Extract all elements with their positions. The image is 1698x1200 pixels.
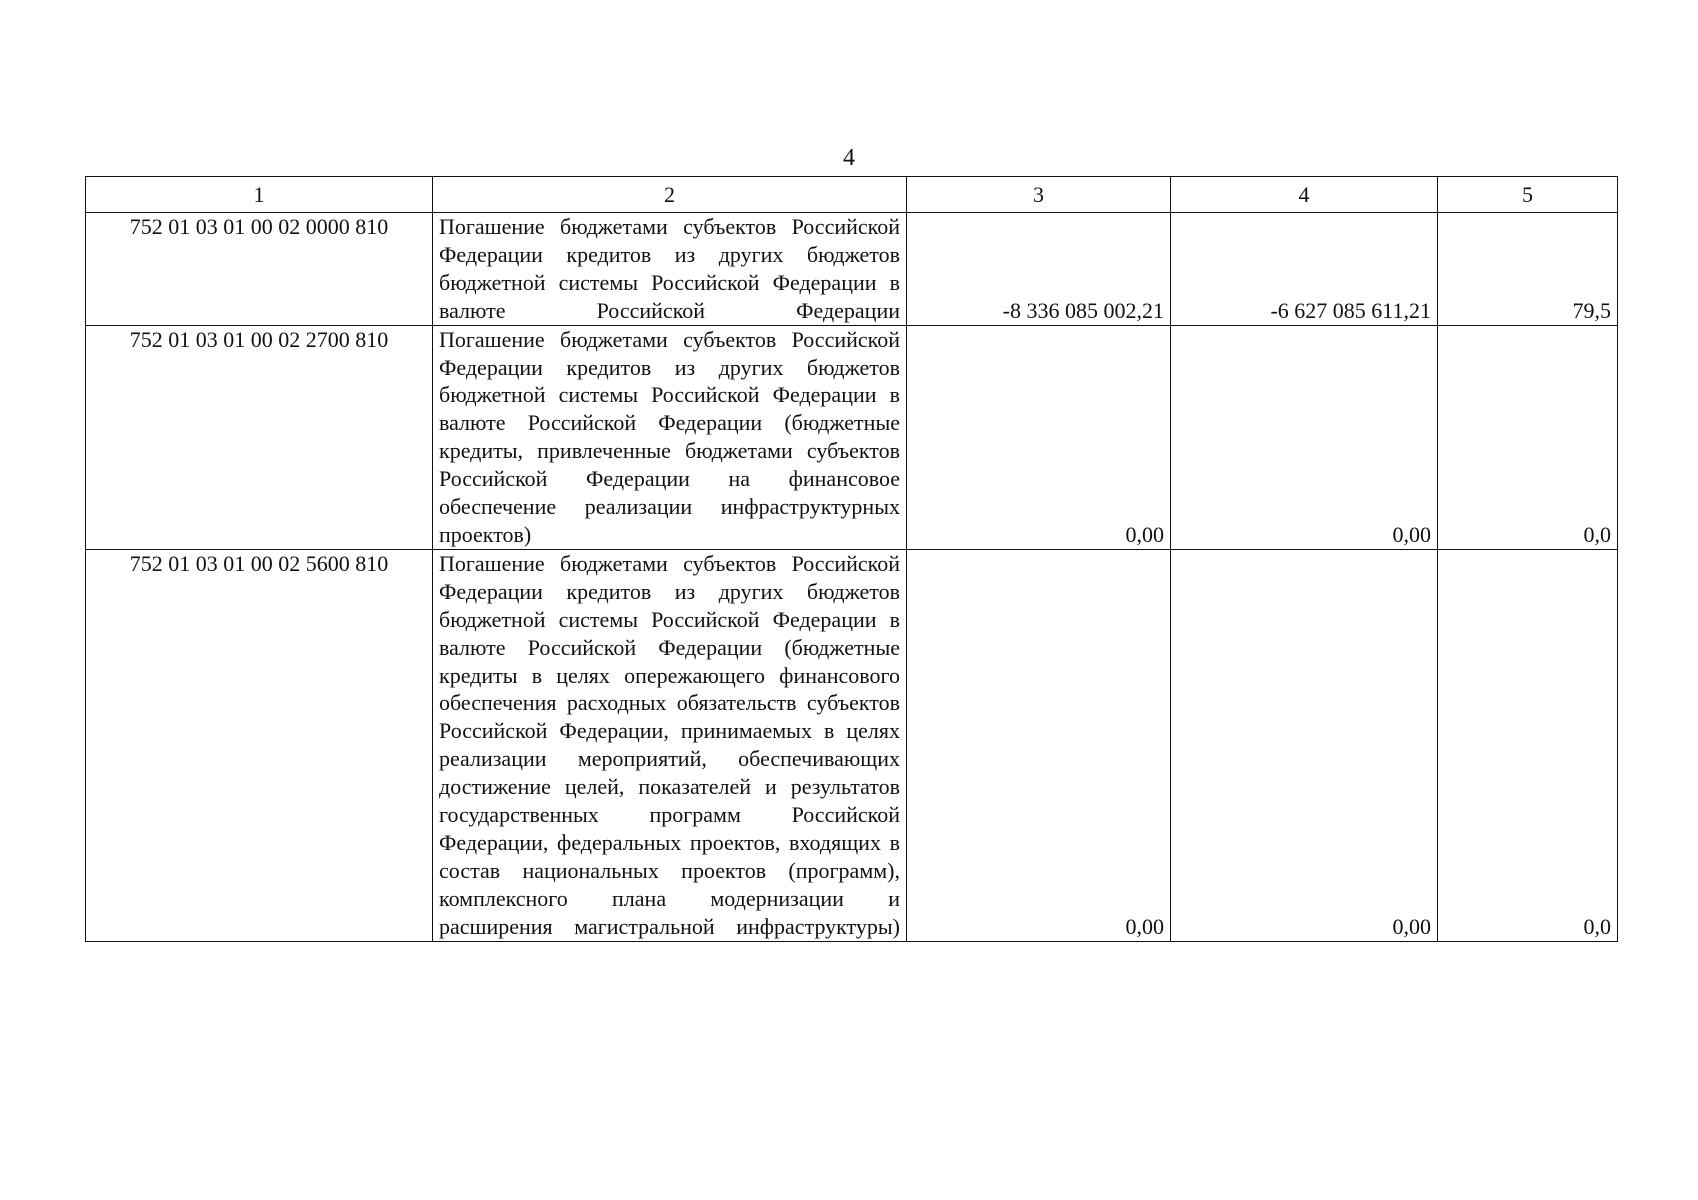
page-number: 4	[843, 145, 855, 171]
plan-amount-cell: 0,00	[907, 325, 1171, 549]
header-row	[86, 177, 1618, 213]
description-cell: Погашение бюджетами субъектов Российской Федерации кредитов из других бюджетов бюджетной системы Российской Федерации в валюте Российской Федерации (бюджетные кредиты в целях опережающего финансового обеспечения расходных обязательств субъектов Российской Федерации, принимаемых в целях реализации мероприятий, обеспечивающих достижение целей, показателей и результатов государственных программ Российской Федерации, федеральных проектов, входящих в состав национальных проектов (программ), комплексного плана модернизации и расширения магистральной инфраструктуры)	[433, 549, 907, 941]
column-header-1: 1	[86, 177, 433, 213]
table-row	[86, 213, 1618, 326]
budget-code-cell: 752 01 03 01 00 02 2700 810	[86, 325, 433, 549]
column-header-4: 4	[1171, 177, 1438, 213]
actual-amount-cell: -6 627 085 611,21	[1171, 213, 1438, 326]
budget-table	[85, 176, 1618, 942]
plan-amount-cell: -8 336 085 002,21	[907, 213, 1171, 326]
actual-amount-cell: 0,00	[1171, 325, 1438, 549]
description-cell: Погашение бюджетами субъектов Российской Федерации кредитов из других бюджетов бюджетной системы Российской Федерации в валюте Российской Федерации (бюджетные кредиты, привлеченные бюджетами субъектов Российской Федерации на финансовое обеспечение реализации инфраструктурных проектов)	[433, 325, 907, 549]
table-row	[86, 549, 1618, 941]
table-row	[86, 325, 1618, 549]
budget-code-cell: 752 01 03 01 00 02 0000 810	[86, 213, 433, 326]
column-header-2: 2	[433, 177, 907, 213]
column-header-5: 5	[1438, 177, 1618, 213]
percent-cell: 0,0	[1438, 325, 1618, 549]
description-cell: Погашение бюджетами субъектов Российской Федерации кредитов из других бюджетов бюджетной системы Российской Федерации в валюте Российской Федерации	[433, 213, 907, 326]
actual-amount-cell: 0,00	[1171, 549, 1438, 941]
budget-code-cell: 752 01 03 01 00 02 5600 810	[86, 549, 433, 941]
table-header	[86, 177, 1618, 213]
column-header-3: 3	[907, 177, 1171, 213]
percent-cell: 0,0	[1438, 549, 1618, 941]
plan-amount-cell: 0,00	[907, 549, 1171, 941]
table-body	[86, 213, 1618, 942]
percent-cell: 79,5	[1438, 213, 1618, 326]
